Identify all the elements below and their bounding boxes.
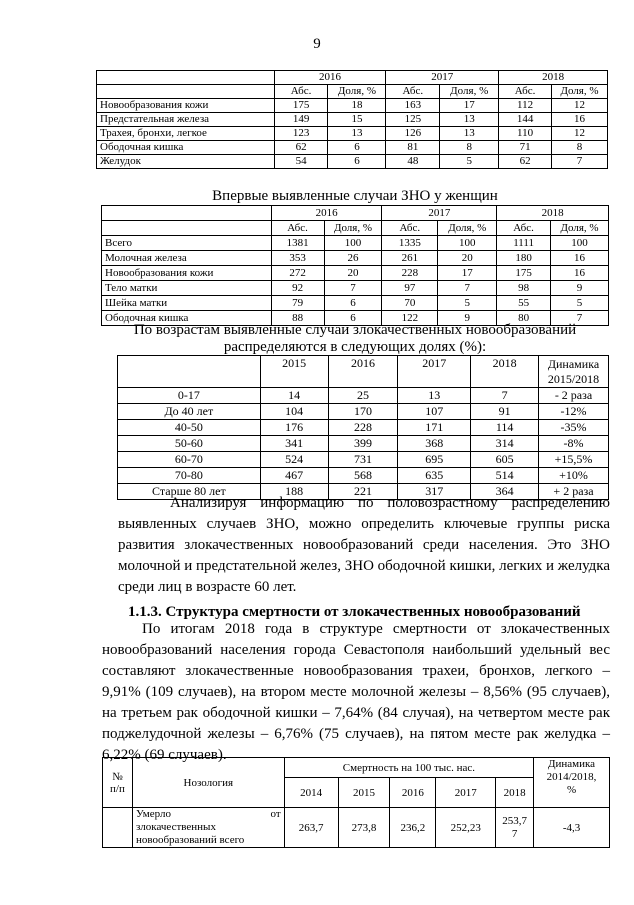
value-cell: 98 bbox=[497, 281, 551, 296]
nosology-line2: злокачественных bbox=[135, 821, 216, 833]
table-row bbox=[97, 113, 608, 127]
row-label: 50-60 bbox=[118, 436, 261, 452]
value-cell: 7 bbox=[438, 281, 497, 296]
table-women-title: Впервые выявленные случаи ЗНО у женщин bbox=[212, 188, 498, 204]
value-cell: 62 bbox=[274, 141, 328, 155]
value-cell: 8 bbox=[552, 141, 608, 155]
subheader: Доля, % bbox=[438, 221, 497, 236]
value-cell: 13 bbox=[398, 388, 471, 404]
value-cell: 91 bbox=[471, 404, 539, 420]
value-cell: 100 bbox=[551, 236, 609, 251]
value-cell: 6 bbox=[324, 296, 382, 311]
table-men-zno bbox=[96, 70, 608, 169]
value-cell: 97 bbox=[382, 281, 438, 296]
value-cell: -35% bbox=[539, 420, 609, 436]
value-cell: 514 bbox=[471, 468, 539, 484]
value-cell: 112 bbox=[499, 99, 552, 113]
row-label: Желудок bbox=[97, 155, 275, 169]
value-cell: 114 bbox=[471, 420, 539, 436]
row-label: Шейка матки bbox=[102, 296, 272, 311]
page-number: 9 bbox=[313, 36, 321, 52]
value-cell: 163 bbox=[386, 99, 440, 113]
table-mortality bbox=[102, 757, 610, 848]
value-cell: 100 bbox=[438, 236, 497, 251]
value-cell: 228 bbox=[382, 266, 438, 281]
value-cell: 16 bbox=[551, 251, 609, 266]
table-subheader-row bbox=[102, 221, 609, 236]
value-cell: 273,8 bbox=[338, 808, 390, 848]
value-cell: 7 bbox=[471, 388, 539, 404]
subheader: Доля, % bbox=[440, 85, 499, 99]
row-label: 60-70 bbox=[118, 452, 261, 468]
row-label: Молочная железа bbox=[102, 251, 272, 266]
row-label: Ободочная кишка bbox=[97, 141, 275, 155]
value-cell: 14 bbox=[260, 388, 328, 404]
value-cell: 188 bbox=[260, 484, 328, 500]
subheader: Абс. bbox=[382, 221, 438, 236]
row-label: Предстательная железа bbox=[97, 113, 275, 127]
value-cell: 12 bbox=[552, 127, 608, 141]
year-header: 2015 bbox=[338, 778, 390, 808]
row-label: 40-50 bbox=[118, 420, 261, 436]
table-row bbox=[102, 236, 609, 251]
table-row bbox=[103, 808, 610, 848]
row-number bbox=[103, 808, 133, 848]
value-cell: 368 bbox=[398, 436, 471, 452]
value-cell: 731 bbox=[328, 452, 398, 468]
value-cell: 81 bbox=[386, 141, 440, 155]
row-label: Тело матки bbox=[102, 281, 272, 296]
year-header: 2016 bbox=[328, 356, 398, 388]
value-cell: 16 bbox=[552, 113, 608, 127]
subheader: Доля, % bbox=[551, 221, 609, 236]
year-header: 2015 bbox=[260, 356, 328, 388]
value-cell: 170 bbox=[328, 404, 398, 420]
value-cell: 7 bbox=[551, 311, 609, 326]
value-cell: 317 bbox=[398, 484, 471, 500]
year-header: 2014 bbox=[284, 778, 338, 808]
nosology-word1: Умерло bbox=[135, 808, 171, 820]
value-cell: -8% bbox=[539, 436, 609, 452]
year-header: 2016 bbox=[274, 71, 386, 85]
value-cell: 15 bbox=[328, 113, 386, 127]
value-cell: 1111 bbox=[497, 236, 551, 251]
value-cell: 6 bbox=[328, 155, 386, 169]
mortality-header: Смертность на 100 тыс. нас. bbox=[284, 758, 533, 778]
row-label: Всего bbox=[102, 236, 272, 251]
value-cell: 228 bbox=[328, 420, 398, 436]
value-cell: 88 bbox=[271, 311, 324, 326]
table-row bbox=[118, 388, 609, 404]
year-header: 2017 bbox=[398, 356, 471, 388]
value-cell: 126 bbox=[386, 127, 440, 141]
nosology-word2: от bbox=[270, 808, 281, 820]
value-cell: 5 bbox=[440, 155, 499, 169]
header-empty bbox=[118, 356, 261, 388]
value-cell: 341 bbox=[260, 436, 328, 452]
dynamic-cell: -4,3 bbox=[534, 808, 610, 848]
subheader: Доля, % bbox=[324, 221, 382, 236]
value-cell: 92 bbox=[271, 281, 324, 296]
value-cell: 364 bbox=[471, 484, 539, 500]
value-cell: +15,5% bbox=[539, 452, 609, 468]
value-cell: -12% bbox=[539, 404, 609, 420]
header-empty bbox=[102, 221, 272, 236]
year-header: 2018 bbox=[499, 71, 608, 85]
value-cell: 353 bbox=[271, 251, 324, 266]
dynamic-header-line1: Динамика bbox=[548, 758, 596, 770]
value-cell: 272 bbox=[271, 266, 324, 281]
value-cell: 5 bbox=[438, 296, 497, 311]
table-row bbox=[102, 281, 609, 296]
value-cell: 176 bbox=[260, 420, 328, 436]
table-age-distribution bbox=[117, 355, 609, 500]
dynamic-header bbox=[534, 758, 610, 808]
nosology-line3: новообразований всего bbox=[135, 834, 245, 846]
year-header: 2017 bbox=[386, 71, 499, 85]
row-label: 70-80 bbox=[118, 468, 261, 484]
header-empty bbox=[97, 85, 275, 99]
dynamic-header-line2: 2014/2018, bbox=[546, 771, 597, 783]
row-label: До 40 лет bbox=[118, 404, 261, 420]
value-cell: 568 bbox=[328, 468, 398, 484]
value-cell: 221 bbox=[328, 484, 398, 500]
analysis-paragraph: Анализируя информацию по половозрастному распределению выявленных случаев ЗНО, можно определить ключевые группы риска развития злокачественных новообразований среди населения. Это ЗНО молочной и предстательной желез, ЗНО ободочной кишки, легких и желудка среди лиц в возрасте 60 лет. bbox=[118, 495, 610, 595]
value-cell: 70 bbox=[382, 296, 438, 311]
subheader: Абс. bbox=[386, 85, 440, 99]
value-cell: 48 bbox=[386, 155, 440, 169]
year-header: 2018 bbox=[497, 206, 609, 221]
number-header-line1: № bbox=[112, 770, 123, 783]
value-cell: 55 bbox=[497, 296, 551, 311]
value-cell: 149 bbox=[274, 113, 328, 127]
value-cell: 18 bbox=[328, 99, 386, 113]
year-header: 2018 bbox=[496, 778, 534, 808]
table-row bbox=[102, 266, 609, 281]
value-cell: 13 bbox=[440, 113, 499, 127]
number-header bbox=[103, 758, 133, 808]
table-row bbox=[97, 141, 608, 155]
value-cell: 144 bbox=[499, 113, 552, 127]
value-cell: 6 bbox=[324, 311, 382, 326]
dynamic-header-line1: Динамика bbox=[547, 356, 600, 371]
value-2018-line1: 253,7 bbox=[502, 814, 527, 827]
table-header-row bbox=[97, 71, 608, 85]
value-cell: 62 bbox=[499, 155, 552, 169]
value-cell: 26 bbox=[324, 251, 382, 266]
subheader: Абс. bbox=[274, 85, 328, 99]
year-header: 2016 bbox=[271, 206, 382, 221]
row-label: Новообразования кожи bbox=[97, 99, 275, 113]
value-cell: 261 bbox=[382, 251, 438, 266]
mortality-paragraph: По итогам 2018 года в структуре смертности от злокачественных новообразований населения города Севастополя наибольший удельный вес составляют злокачественные новообразования трахеи, бронхов, легкого – 9,91% (109 случаев), на втором месте молочной железы – 8,56% (95 случаев), на третьем рак ободочной кишки – 7,64% (84 случая), на четвертом месте рак поджелудочной железы – 6,76% (75 случаев), на пятом месте рак желудка – 6,22% (69 случаев). bbox=[102, 621, 610, 763]
value-cell: 100 bbox=[324, 236, 382, 251]
value-cell: 13 bbox=[328, 127, 386, 141]
year-header: 2017 bbox=[436, 778, 496, 808]
value-cell: 252,23 bbox=[436, 808, 496, 848]
value-cell: 122 bbox=[382, 311, 438, 326]
number-header-line2: п/п bbox=[110, 782, 125, 795]
table-row bbox=[97, 127, 608, 141]
value-cell: +10% bbox=[539, 468, 609, 484]
value-cell: 79 bbox=[271, 296, 324, 311]
value-cell: 110 bbox=[499, 127, 552, 141]
dynamic-header-line3: % bbox=[566, 784, 577, 796]
row-label: Новообразования кожи bbox=[102, 266, 272, 281]
value-cell: 125 bbox=[386, 113, 440, 127]
nosology-header: Нозология bbox=[132, 758, 284, 808]
value-cell: 314 bbox=[471, 436, 539, 452]
table-row bbox=[118, 420, 609, 436]
year-header: 2016 bbox=[390, 778, 436, 808]
subheader: Доля, % bbox=[328, 85, 386, 99]
row-label: 0-17 bbox=[118, 388, 261, 404]
subheader: Абс. bbox=[497, 221, 551, 236]
value-cell: 605 bbox=[471, 452, 539, 468]
table-row bbox=[102, 296, 609, 311]
section-heading: 1.1.3. Структура смертности от злокачественных новообразований bbox=[128, 604, 581, 620]
row-label: Старше 80 лет bbox=[118, 484, 261, 500]
table-row bbox=[118, 436, 609, 452]
value-cell: 236,2 bbox=[390, 808, 436, 848]
age-table-title-line1: По возрастам выявленные случаи злокачественных новообразований bbox=[133, 322, 577, 338]
header-empty bbox=[97, 71, 275, 85]
value-2018-line2: 7 bbox=[511, 827, 518, 840]
value-cell: 16 bbox=[551, 266, 609, 281]
value-cell: 13 bbox=[440, 127, 499, 141]
table-row bbox=[102, 251, 609, 266]
row-label: Ободочная кишка bbox=[102, 311, 272, 326]
table-row bbox=[97, 99, 608, 113]
age-table-title-line2: распределяются в следующих долях (%): bbox=[223, 339, 487, 355]
value-cell: 7 bbox=[552, 155, 608, 169]
value-cell: 80 bbox=[497, 311, 551, 326]
value-cell: 17 bbox=[438, 266, 497, 281]
value-cell: 5 bbox=[551, 296, 609, 311]
table-row bbox=[118, 452, 609, 468]
value-cell: 1381 bbox=[271, 236, 324, 251]
value-cell: 1335 bbox=[382, 236, 438, 251]
value-cell: 9 bbox=[551, 281, 609, 296]
value-cell: 635 bbox=[398, 468, 471, 484]
value-cell: 104 bbox=[260, 404, 328, 420]
value-cell: 8 bbox=[440, 141, 499, 155]
value-cell: 107 bbox=[398, 404, 471, 420]
dynamic-header bbox=[539, 356, 609, 388]
value-cell: 467 bbox=[260, 468, 328, 484]
value-cell: + 2 раза bbox=[539, 484, 609, 500]
value-cell: 20 bbox=[438, 251, 497, 266]
subheader: Абс. bbox=[271, 221, 324, 236]
value-cell: 524 bbox=[260, 452, 328, 468]
table-subheader-row bbox=[97, 85, 608, 99]
value-cell: 695 bbox=[398, 452, 471, 468]
table-women-zno bbox=[101, 205, 609, 326]
value-cell: 9 bbox=[438, 311, 497, 326]
value-cell: 20 bbox=[324, 266, 382, 281]
value-cell: 175 bbox=[497, 266, 551, 281]
value-cell: 123 bbox=[274, 127, 328, 141]
nosology-cell bbox=[132, 808, 284, 848]
value-cell: 171 bbox=[398, 420, 471, 436]
dynamic-header-line2: 2015/2018 bbox=[547, 371, 600, 386]
table-row bbox=[118, 468, 609, 484]
table-row bbox=[118, 404, 609, 420]
value-cell-2018 bbox=[496, 808, 534, 848]
value-cell: 25 bbox=[328, 388, 398, 404]
value-cell: 54 bbox=[274, 155, 328, 169]
table-row bbox=[97, 155, 608, 169]
table-header-row bbox=[102, 206, 609, 221]
year-header: 2017 bbox=[382, 206, 497, 221]
value-cell: 17 bbox=[440, 99, 499, 113]
value-cell: 263,7 bbox=[284, 808, 338, 848]
value-cell: - 2 раза bbox=[539, 388, 609, 404]
year-header: 2018 bbox=[471, 356, 539, 388]
table-header-row bbox=[118, 356, 609, 388]
value-cell: 399 bbox=[328, 436, 398, 452]
row-label: Трахея, бронхи, легкое bbox=[97, 127, 275, 141]
subheader: Абс. bbox=[499, 85, 552, 99]
header-empty bbox=[102, 206, 272, 221]
value-cell: 71 bbox=[499, 141, 552, 155]
subheader: Доля, % bbox=[552, 85, 608, 99]
value-cell: 12 bbox=[552, 99, 608, 113]
value-cell: 180 bbox=[497, 251, 551, 266]
value-cell: 6 bbox=[328, 141, 386, 155]
value-cell: 7 bbox=[324, 281, 382, 296]
table-header-row bbox=[103, 758, 610, 778]
value-cell: 175 bbox=[274, 99, 328, 113]
